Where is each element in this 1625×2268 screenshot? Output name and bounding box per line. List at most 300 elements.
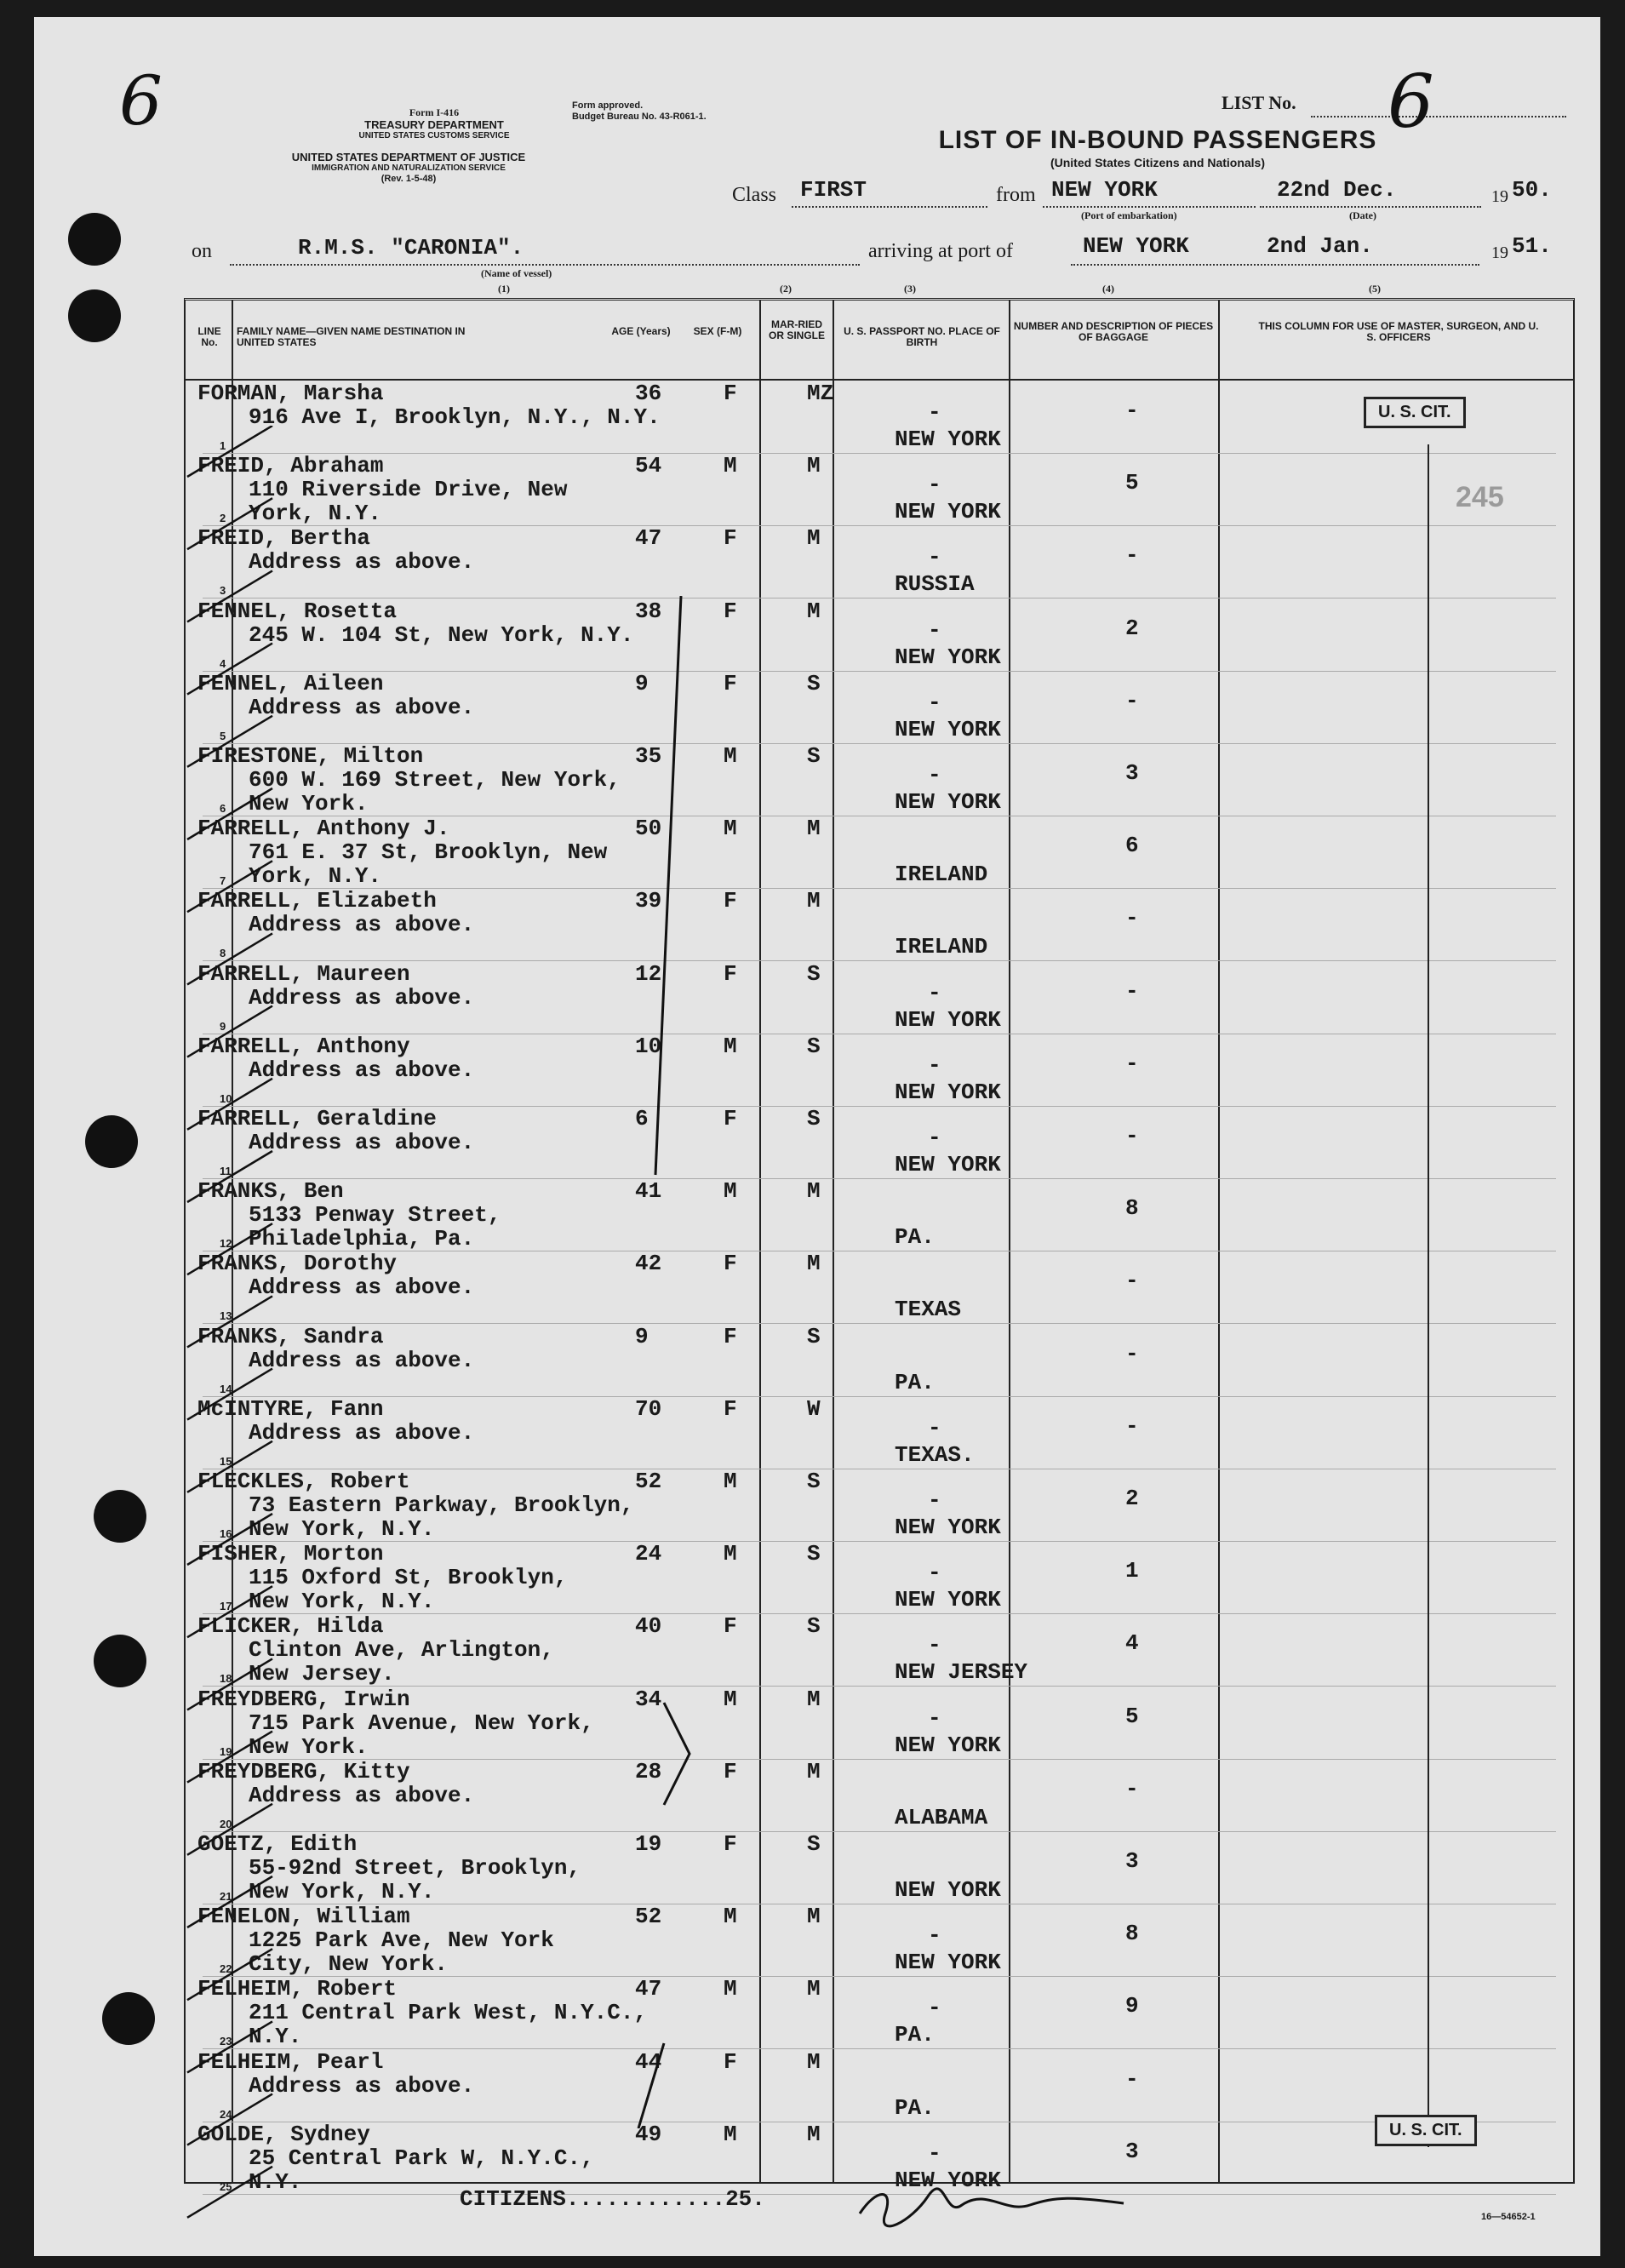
- passenger-name: FARRELL, Anthony J.: [197, 816, 450, 842]
- place-of-birth: NEW YORK: [895, 716, 1001, 742]
- table-row: [186, 1251, 1573, 1324]
- port-embark-caption: (Port of embarkation): [1081, 209, 1177, 221]
- age: 54: [635, 453, 662, 479]
- check-mark: [187, 2094, 272, 2145]
- approved-line-2: Budget Bureau No. 43-R061-1.: [572, 112, 707, 122]
- baggage-count: 5: [1125, 470, 1139, 496]
- line-number: 25: [220, 2179, 232, 2193]
- table-row: [186, 1687, 1573, 1760]
- form-number: Form I-416: [409, 106, 460, 118]
- sex: F: [724, 598, 737, 624]
- sex: M: [724, 816, 737, 842]
- passport-no: -: [928, 1414, 941, 1440]
- address-line-2: York, N.Y.: [249, 501, 382, 527]
- departure-date: 22nd Dec.: [1277, 177, 1397, 203]
- check-mark: [187, 1223, 272, 1274]
- table-row: [186, 889, 1573, 961]
- table-row: [186, 599, 1573, 672]
- age: 70: [635, 1395, 662, 1422]
- baggage-count: -: [1125, 1412, 1139, 1439]
- line-number: 2: [220, 512, 226, 525]
- age: 24: [635, 1541, 662, 1567]
- officer-signature: [851, 2179, 1141, 2231]
- ins-service: IMMIGRATION AND NATURALIZATION SERVICE: [312, 163, 506, 173]
- address-line-2: N.Y.: [249, 2024, 302, 2050]
- check-mark: [187, 2021, 272, 2072]
- passenger-name: FLICKER, Hilda: [197, 1613, 384, 1640]
- manifest-page: [34, 17, 1600, 2256]
- place-of-birth: NEW YORK: [895, 1079, 1001, 1105]
- from-label: from: [996, 184, 1036, 206]
- age: 40: [635, 1613, 662, 1640]
- us-citizen-stamp-bottom: U. S. CIT.: [1375, 2115, 1477, 2146]
- address-line-1: 55-92nd Street, Brooklyn,: [249, 1855, 581, 1881]
- age: 6: [635, 1106, 649, 1131]
- punch-hole: [102, 1992, 155, 2045]
- line-number: 16: [220, 1527, 232, 1540]
- justice-dept: UNITED STATES DEPARTMENT OF JUSTICE: [291, 151, 526, 163]
- address-line-1: Address as above.: [249, 984, 475, 1011]
- address-line-1: 916 Ave I, Brooklyn, N.Y., N.Y.: [249, 404, 661, 430]
- place-of-birth: IRELAND: [895, 862, 988, 888]
- us-citizen-stamp-top: U. S. CIT.: [1364, 397, 1466, 428]
- sex: F: [724, 1323, 737, 1349]
- line-number: 14: [220, 1382, 232, 1395]
- address-line-1: 761 E. 37 St, Brooklyn, New: [249, 839, 608, 866]
- marital-status: S: [807, 1469, 821, 1494]
- vessel-caption: (Name of vessel): [481, 267, 552, 279]
- age: 36: [635, 381, 662, 406]
- year1-suffix: 50.: [1512, 177, 1552, 203]
- sex: F: [724, 1106, 737, 1131]
- check-mark: [187, 1151, 272, 1202]
- marital-status: M: [807, 525, 821, 552]
- col-num-3: (3): [904, 283, 916, 295]
- revision: (Rev. 1-5-48): [381, 174, 437, 184]
- check-mark: [187, 498, 272, 549]
- line-number: 5: [220, 729, 226, 742]
- arrival-port: NEW YORK: [1083, 233, 1189, 259]
- passport-no: -: [928, 1922, 941, 1949]
- line-number: 4: [220, 656, 226, 670]
- baggage-count: 8: [1125, 1921, 1139, 1947]
- baggage-count: -: [1125, 398, 1139, 423]
- punch-hole: [85, 1115, 138, 1168]
- place-of-birth: ALABAMA: [895, 1804, 988, 1830]
- sex: F: [724, 960, 737, 987]
- sex: F: [724, 381, 737, 406]
- year1-prefix: 19: [1491, 187, 1508, 206]
- passport-no: -: [928, 1995, 941, 2021]
- passport-no: -: [928, 2139, 941, 2166]
- table-row: [186, 2050, 1573, 2122]
- passport-no: -: [928, 616, 941, 643]
- baggage-count: 2: [1125, 1486, 1139, 1511]
- passenger-name: GOLDE, Sydney: [197, 2121, 370, 2147]
- passport-no: -: [928, 1125, 941, 1150]
- approved-line-1: Form approved.: [572, 100, 644, 111]
- place-of-birth: RUSSIA: [895, 571, 975, 598]
- citizens-dots: ............: [565, 2186, 726, 2212]
- marital-status: M: [807, 1686, 821, 1712]
- marital-status: S: [807, 743, 821, 769]
- address-line-1: Address as above.: [249, 1274, 475, 1301]
- baggage-count: -: [1125, 1340, 1139, 1366]
- baggage-count: -: [1125, 1050, 1139, 1076]
- address-line-2: New York, N.Y.: [249, 1589, 435, 1615]
- citizens-total: [460, 2186, 765, 2212]
- sex: M: [724, 743, 737, 769]
- table-row: [186, 1469, 1573, 1542]
- passenger-name: FISHER, Morton: [197, 1541, 384, 1567]
- age: 9: [635, 1323, 649, 1349]
- marital-status: MZ: [807, 381, 834, 406]
- check-mark: [187, 426, 272, 477]
- marital-status: M: [807, 2121, 821, 2147]
- check-mark: [187, 1658, 272, 1710]
- sex: F: [724, 1251, 737, 1277]
- place-of-birth: NEW YORK: [895, 499, 1001, 525]
- age: 42: [635, 1251, 662, 1277]
- age: 44: [635, 2048, 662, 2075]
- place-of-birth: PA.: [895, 1369, 935, 1395]
- table-row: [186, 962, 1573, 1034]
- punch-hole: [94, 1490, 146, 1543]
- check-mark: [187, 1586, 272, 1637]
- age: 47: [635, 1976, 662, 2002]
- class-value: FIRST: [800, 177, 867, 203]
- age: 35: [635, 743, 662, 769]
- punch-hole: [68, 213, 121, 266]
- address-line-1: Clinton Ave, Arlington,: [249, 1637, 554, 1664]
- line-number: 3: [220, 584, 226, 598]
- list-no-value: 6: [1388, 60, 1434, 145]
- arriving-label: arriving at port of: [868, 240, 1013, 262]
- check-mark: [187, 1732, 272, 1783]
- vessel-name: R.M.S. "CARONIA".: [298, 235, 524, 261]
- col-header-name: FAMILY NAME—GIVEN NAME DESTINATION IN UNITED STATES: [237, 325, 466, 348]
- sex: M: [724, 1686, 737, 1712]
- passenger-name: FARRELL, Anthony: [197, 1033, 410, 1059]
- address-line-1: Address as above.: [249, 694, 475, 720]
- passenger-name: FENELON, William: [197, 1904, 410, 1930]
- passport-no: -: [928, 472, 941, 498]
- citizens-count: 25.: [725, 2186, 765, 2212]
- address-line-1: Address as above.: [249, 2072, 475, 2099]
- table-row: [186, 1832, 1573, 1904]
- place-of-birth: NEW YORK: [895, 1877, 1001, 1903]
- address-line-2: N.Y.: [249, 2168, 302, 2195]
- passenger-name: FREID, Abraham: [197, 453, 384, 479]
- table-row: [186, 1904, 1573, 1977]
- passenger-name: FELHEIM, Pearl: [197, 2048, 384, 2075]
- punch-hole: [68, 289, 121, 342]
- sex: F: [724, 1831, 737, 1857]
- address-line-1: Address as above.: [249, 1057, 475, 1083]
- passenger-table: [184, 298, 1575, 2195]
- form-approved: [572, 100, 707, 123]
- col-num-4: (4): [1102, 283, 1114, 295]
- table-row: [186, 1977, 1573, 2049]
- table-row: [186, 1760, 1573, 1832]
- line-number: 1: [220, 439, 226, 452]
- col-header-age: AGE (Years): [611, 325, 671, 337]
- department-header: [187, 106, 630, 185]
- check-mark: [187, 861, 272, 912]
- vessel-line: [230, 264, 860, 266]
- passport-no: -: [928, 1704, 941, 1731]
- col-num-2: (2): [780, 283, 792, 295]
- passenger-name: FENNEL, Aileen: [197, 670, 384, 696]
- citizens-label: CITIZENS: [460, 2186, 566, 2212]
- marital-status: M: [807, 1758, 821, 1784]
- line-number: 15: [220, 1454, 232, 1468]
- marital-status: S: [807, 960, 821, 987]
- table-row: [186, 672, 1573, 744]
- page-subtitle: (United States Citizens and Nationals): [1050, 156, 1266, 169]
- baggage-count: -: [1125, 687, 1139, 713]
- line-number: 19: [220, 1744, 232, 1758]
- line-number: 10: [220, 1091, 232, 1105]
- passenger-name: FIRESTONE, Milton: [197, 743, 424, 769]
- stamp-bracket-line: [1428, 444, 1429, 2147]
- address-line-2: New York.: [249, 791, 369, 816]
- line-number: 23: [220, 2035, 232, 2048]
- place-of-birth: NEW YORK: [895, 1152, 1001, 1177]
- from-port: NEW YORK: [1051, 177, 1158, 203]
- address-line-2: Philadelphia, Pa.: [249, 1226, 475, 1252]
- marital-status: M: [807, 1251, 821, 1277]
- address-line-2: New York.: [249, 1733, 369, 1760]
- passport-no: -: [928, 762, 941, 788]
- place-of-birth: NEW YORK: [895, 1950, 1001, 1976]
- sex: F: [724, 2048, 737, 2075]
- check-mark: [187, 1441, 272, 1492]
- punch-hole: [94, 1635, 146, 1687]
- place-of-birth: NEW YORK: [895, 427, 1001, 452]
- check-mark: [187, 1006, 272, 1057]
- year2-suffix: 51.: [1512, 233, 1552, 259]
- marital-status: M: [807, 1976, 821, 2002]
- address-line-2: New York, N.Y.: [249, 1879, 435, 1904]
- marital-status: M: [807, 888, 821, 914]
- check-mark: [187, 933, 272, 984]
- treasury-dept: TREASURY DEPARTMENT: [364, 118, 504, 131]
- inspection-check-marks: [179, 426, 315, 2222]
- marital-status: S: [807, 670, 821, 696]
- baggage-count: 6: [1125, 833, 1139, 859]
- sex: M: [724, 1469, 737, 1494]
- col-header-officers: THIS COLUMN FOR USE OF MASTER, SURGEON, AND U. S. OFFICERS: [1258, 320, 1539, 343]
- address-line-1: 110 Riverside Drive, New: [249, 477, 568, 503]
- address-line-1: 211 Central Park West, N.Y.C.,: [249, 2000, 648, 2026]
- line-number: 6: [220, 802, 226, 815]
- baggage-count: 8: [1125, 1195, 1139, 1222]
- address-line-1: 600 W. 169 Street, New York,: [249, 767, 621, 793]
- col-num-5: (5): [1369, 283, 1381, 295]
- class-line: [792, 206, 987, 208]
- check-mark: [187, 1949, 272, 2000]
- check-mark: [187, 1079, 272, 1130]
- table-row: [186, 1397, 1573, 1469]
- arrival-date: 2nd Jan.: [1267, 233, 1373, 259]
- passport-no: -: [928, 1560, 941, 1586]
- marital-status: M: [807, 816, 821, 842]
- address-line-1: Address as above.: [249, 1419, 475, 1446]
- place-of-birth: NEW JERSEY: [895, 1659, 1028, 1686]
- arrival-port-line: [1071, 264, 1479, 266]
- address-line-1: Address as above.: [249, 1130, 475, 1155]
- col-header-passport: U. S. PASSPORT NO. PLACE OF BIRTH: [844, 325, 1000, 348]
- place-of-birth: PA.: [895, 2022, 935, 2048]
- passport-no: -: [928, 689, 941, 715]
- stamp-number: 245: [1456, 481, 1504, 513]
- sex: M: [724, 1178, 737, 1205]
- col-header-baggage: NUMBER AND DESCRIPTION OF PIECES OF BAGGAGE: [1013, 320, 1214, 343]
- marital-status: S: [807, 1541, 821, 1567]
- age: 10: [635, 1033, 662, 1059]
- baggage-count: -: [1125, 1775, 1139, 1801]
- table-row: [186, 1325, 1573, 1397]
- marital-status: M: [807, 453, 821, 479]
- place-of-birth: NEW YORK: [895, 1515, 1001, 1540]
- table-row: [186, 816, 1573, 889]
- address-line-1: Address as above.: [249, 1782, 475, 1808]
- date1-line: [1260, 206, 1481, 208]
- baggage-count: -: [1125, 1268, 1139, 1294]
- check-mark: [187, 1514, 272, 1565]
- address-line-2: York, N.Y.: [249, 863, 382, 890]
- place-of-birth: PA.: [895, 2094, 935, 2121]
- table-row: [186, 1542, 1573, 1614]
- table-row: [186, 454, 1573, 526]
- check-mark: [187, 644, 272, 695]
- check-mark: [187, 1876, 272, 1927]
- class-label: Class: [732, 184, 777, 206]
- list-no-label: LIST No.: [1222, 92, 1296, 113]
- place-of-birth: TEXAS: [895, 1297, 962, 1323]
- check-mark: [187, 716, 272, 767]
- baggage-count: -: [1125, 2065, 1139, 2092]
- baggage-count: -: [1125, 542, 1139, 569]
- table-row: [186, 1034, 1573, 1107]
- line-number: 22: [220, 1962, 232, 1976]
- age: 34: [635, 1686, 662, 1712]
- sex: M: [724, 2121, 737, 2147]
- place-of-birth: NEW YORK: [895, 1732, 1001, 1758]
- year2-prefix: 19: [1491, 243, 1508, 262]
- passenger-name: FORMAN, Marsha: [197, 381, 384, 406]
- marital-status: S: [807, 1323, 821, 1349]
- sex: F: [724, 888, 737, 914]
- check-mark: [187, 2167, 272, 2218]
- place-of-birth: IRELAND: [895, 934, 988, 960]
- passport-no: -: [928, 399, 941, 425]
- sex: M: [724, 453, 737, 479]
- sex: F: [724, 1395, 737, 1422]
- age: 47: [635, 525, 662, 552]
- on-label: on: [192, 240, 212, 262]
- address-line-2: New York, N.Y.: [249, 1516, 435, 1542]
- passport-no: -: [928, 1051, 941, 1078]
- line-number: 8: [220, 947, 226, 960]
- marital-status: M: [807, 1904, 821, 1930]
- address-line-1: Address as above.: [249, 549, 475, 576]
- baggage-count: 3: [1125, 1848, 1139, 1874]
- baggage-count: 5: [1125, 1703, 1139, 1729]
- passenger-name: McINTYRE, Fann: [197, 1395, 384, 1422]
- table-row: [186, 1179, 1573, 1251]
- address-line-1: Address as above.: [249, 912, 475, 938]
- passport-no: -: [928, 979, 941, 1005]
- passenger-name: FARRELL, Maureen: [197, 960, 410, 987]
- address-line-1: 245 W. 104 St, New York, N.Y.: [249, 621, 634, 648]
- line-number: 9: [220, 1019, 226, 1033]
- marital-status: W: [807, 1395, 821, 1422]
- customs-service: UNITED STATES CUSTOMS SERVICE: [358, 131, 510, 140]
- passenger-name: FRANKS, Ben: [197, 1178, 344, 1205]
- address-line-1: Address as above.: [249, 1347, 475, 1373]
- address-line-1: 115 Oxford St, Brooklyn,: [249, 1565, 568, 1591]
- age: 28: [635, 1758, 662, 1784]
- age: 52: [635, 1904, 662, 1930]
- check-mark: [187, 788, 272, 839]
- marital-status: S: [807, 1033, 821, 1059]
- passenger-name: GOETZ, Edith: [197, 1831, 358, 1857]
- address-line-1: 715 Park Avenue, New York,: [249, 1710, 594, 1736]
- sex: F: [724, 670, 737, 696]
- baggage-count: -: [1125, 977, 1139, 1004]
- marital-status: M: [807, 2048, 821, 2075]
- address-line-1: 25 Central Park W, N.Y.C.,: [249, 2145, 594, 2171]
- baggage-count: -: [1125, 1123, 1139, 1148]
- age: 49: [635, 2121, 662, 2147]
- passport-no: -: [928, 1487, 941, 1513]
- col-header-married: MAR-RIED OR SINGLE: [768, 318, 825, 341]
- col-num-1: (1): [498, 283, 510, 295]
- marital-status: S: [807, 1106, 821, 1131]
- passenger-name: FREYDBERG, Kitty: [197, 1758, 410, 1784]
- table-row: [186, 744, 1573, 816]
- age: 38: [635, 598, 662, 624]
- col-header-line: LINE No.: [197, 325, 221, 348]
- sex: F: [724, 1613, 737, 1640]
- place-of-birth: NEW YORK: [895, 644, 1001, 670]
- from-line: [1043, 206, 1256, 208]
- line-number: 24: [220, 2107, 232, 2121]
- form-code: 16—54652-1: [1481, 2212, 1536, 2222]
- date-caption: (Date): [1349, 209, 1376, 221]
- age: 50: [635, 816, 662, 842]
- age: 39: [635, 888, 662, 914]
- line-number: 11: [220, 1165, 232, 1177]
- line-number: 7: [220, 874, 226, 888]
- place-of-birth: PA.: [895, 1224, 935, 1251]
- age: 9: [635, 670, 649, 696]
- line-number: 12: [220, 1237, 232, 1251]
- inspection-bracket-marks: [630, 596, 698, 2128]
- sex: F: [724, 525, 737, 552]
- check-mark: [187, 1369, 272, 1420]
- baggage-count: 3: [1125, 760, 1139, 786]
- header-rule: [186, 379, 1573, 381]
- sex: M: [724, 1541, 737, 1567]
- baggage-count: -: [1125, 905, 1139, 931]
- sex: F: [724, 1758, 737, 1784]
- line-number: 21: [220, 1890, 232, 1903]
- place-of-birth: NEW YORK: [895, 1006, 1001, 1033]
- sex: M: [724, 1033, 737, 1059]
